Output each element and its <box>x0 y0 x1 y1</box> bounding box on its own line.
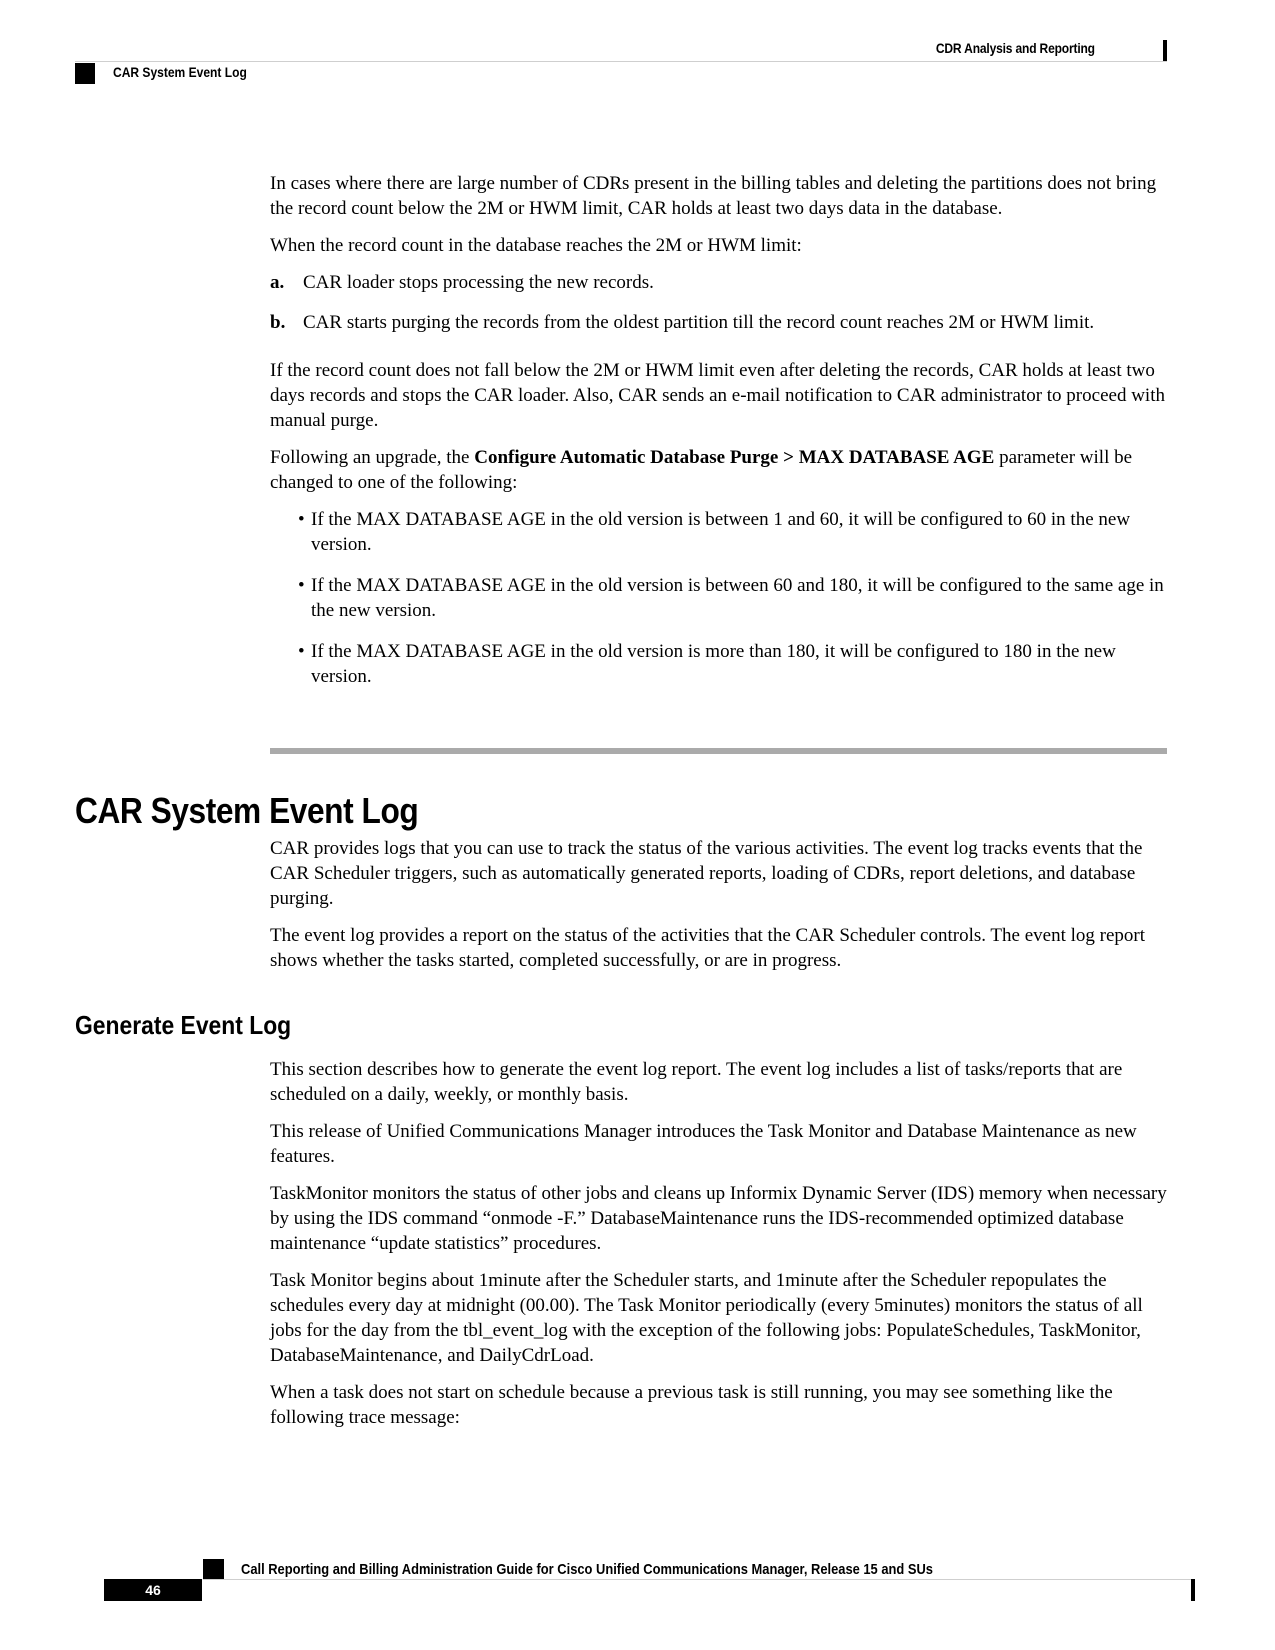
bullet-icon: • <box>298 509 305 530</box>
subsection-title: Generate Event Log <box>75 1010 292 1040</box>
running-header-section: CAR System Event Log <box>113 64 247 80</box>
step-marker: b. <box>270 312 286 333</box>
subsection-paragraph-1: This section describes how to generate the event log report. The event log includes a list of tasks/reports that are scheduled on a daily, weekly, or monthly basis. <box>270 1059 1123 1105</box>
subsection-paragraph-2: This release of Unified Communications Manager introduces the Task Monitor and Database Maintenance as new features. <box>270 1121 1137 1167</box>
bullet-icon: • <box>298 575 305 596</box>
step-item <box>270 270 1167 295</box>
bullet-text: If the MAX DATABASE AGE in the old version is between 60 and 180, it will be configured to the same age in the new version. <box>311 575 1164 621</box>
bullet-text: If the MAX DATABASE AGE in the old version is more than 180, it will be configured to 180 in the new version. <box>311 641 1116 687</box>
intro-content <box>270 171 1167 705</box>
header-rule <box>75 61 1167 62</box>
running-header-chapter: CDR Analysis and Reporting <box>936 40 1095 56</box>
footer-rule <box>203 1579 1195 1580</box>
intro-paragraph-4-start: Following an upgrade, the <box>270 447 475 468</box>
section-paragraph-1: CAR provides logs that you can use to track the status of the various activities. The event log tracks events that the CAR Scheduler triggers, such as automatically generated reports, loading of CDRs, report deletions, and database purging. <box>270 838 1143 909</box>
subsection-paragraph-5: When a task does not start on schedule because a previous task is still running, you may see something like the following trace message: <box>270 1382 1113 1428</box>
subsection-paragraph-4: Task Monitor begins about 1minute after the Scheduler starts, and 1minute after the Scheduler repopulates the schedules every day at midnight (00.00). The Task Monitor periodically (every 5minutes) monitors the status of all jobs for the day from the tbl_event_log with the exception of the following jobs: PopulateSchedules, TaskMonitor, DatabaseMaintenance, and DailyCdrLoad. <box>270 1270 1143 1366</box>
section-content <box>270 836 1167 985</box>
header-block-mark <box>75 63 95 84</box>
section-paragraph-2: The event log provides a report on the status of the activities that the CAR Scheduler controls. The event log report shows whether the tasks started, completed successfully, or are in progress. <box>270 925 1146 971</box>
bullet-text: If the MAX DATABASE AGE in the old version is between 1 and 60, it will be configured to 60 in the new version. <box>311 509 1131 555</box>
page-number: 46 <box>104 1579 202 1601</box>
footer-block-mark <box>203 1559 224 1579</box>
intro-paragraph-1: In cases where there are large number of CDRs present in the billing tables and deleting the partitions does not bring the record count below the 2M or HWM limit, CAR holds at least two days data in the database. <box>270 173 1157 219</box>
intro-paragraph-4-end: parameter will be changed to one of the following: <box>270 447 1133 493</box>
intro-paragraph-4 <box>270 445 1167 495</box>
step-item <box>270 310 1167 335</box>
bullet-item <box>270 573 1167 623</box>
bullet-item <box>270 639 1167 689</box>
step-marker: a. <box>270 272 285 293</box>
intro-paragraph-3: If the record count does not fall below the 2M or HWM limit even after deleting the records, CAR holds at least two days records and stops the CAR loader. Also, CAR sends an e-mail notification to CAR administrator to proceed with manual purge. <box>270 360 1165 431</box>
intro-paragraph-2: When the record count in the database reaches the 2M or HWM limit: <box>270 235 802 256</box>
subsection-paragraph-3: TaskMonitor monitors the status of other jobs and cleans up Informix Dynamic Server (IDS) memory when necessary by using the IDS command “onmode -F.” DatabaseMaintenance runs the IDS-recommended optimized database maintenance “update statistics” procedures. <box>270 1183 1167 1254</box>
section-divider <box>270 748 1167 754</box>
subsection-content <box>270 1057 1167 1442</box>
menu-path: Configure Automatic Database Purge > MAX DATABASE AGE <box>474 447 995 468</box>
section-title: CAR System Event Log <box>75 790 419 831</box>
footer-bar-mark <box>1191 1579 1195 1601</box>
footer-book-title: Call Reporting and Billing Administration Guide for Cisco Unified Communications Manager, Release 15 and SUs <box>241 1561 933 1578</box>
bullet-item <box>270 507 1167 557</box>
bullet-icon: • <box>298 641 305 662</box>
step-text: CAR starts purging the records from the oldest partition till the record count reaches 2M or HWM limit. <box>303 312 1095 333</box>
step-text: CAR loader stops processing the new records. <box>303 272 654 293</box>
header-bar-mark <box>1163 40 1167 61</box>
